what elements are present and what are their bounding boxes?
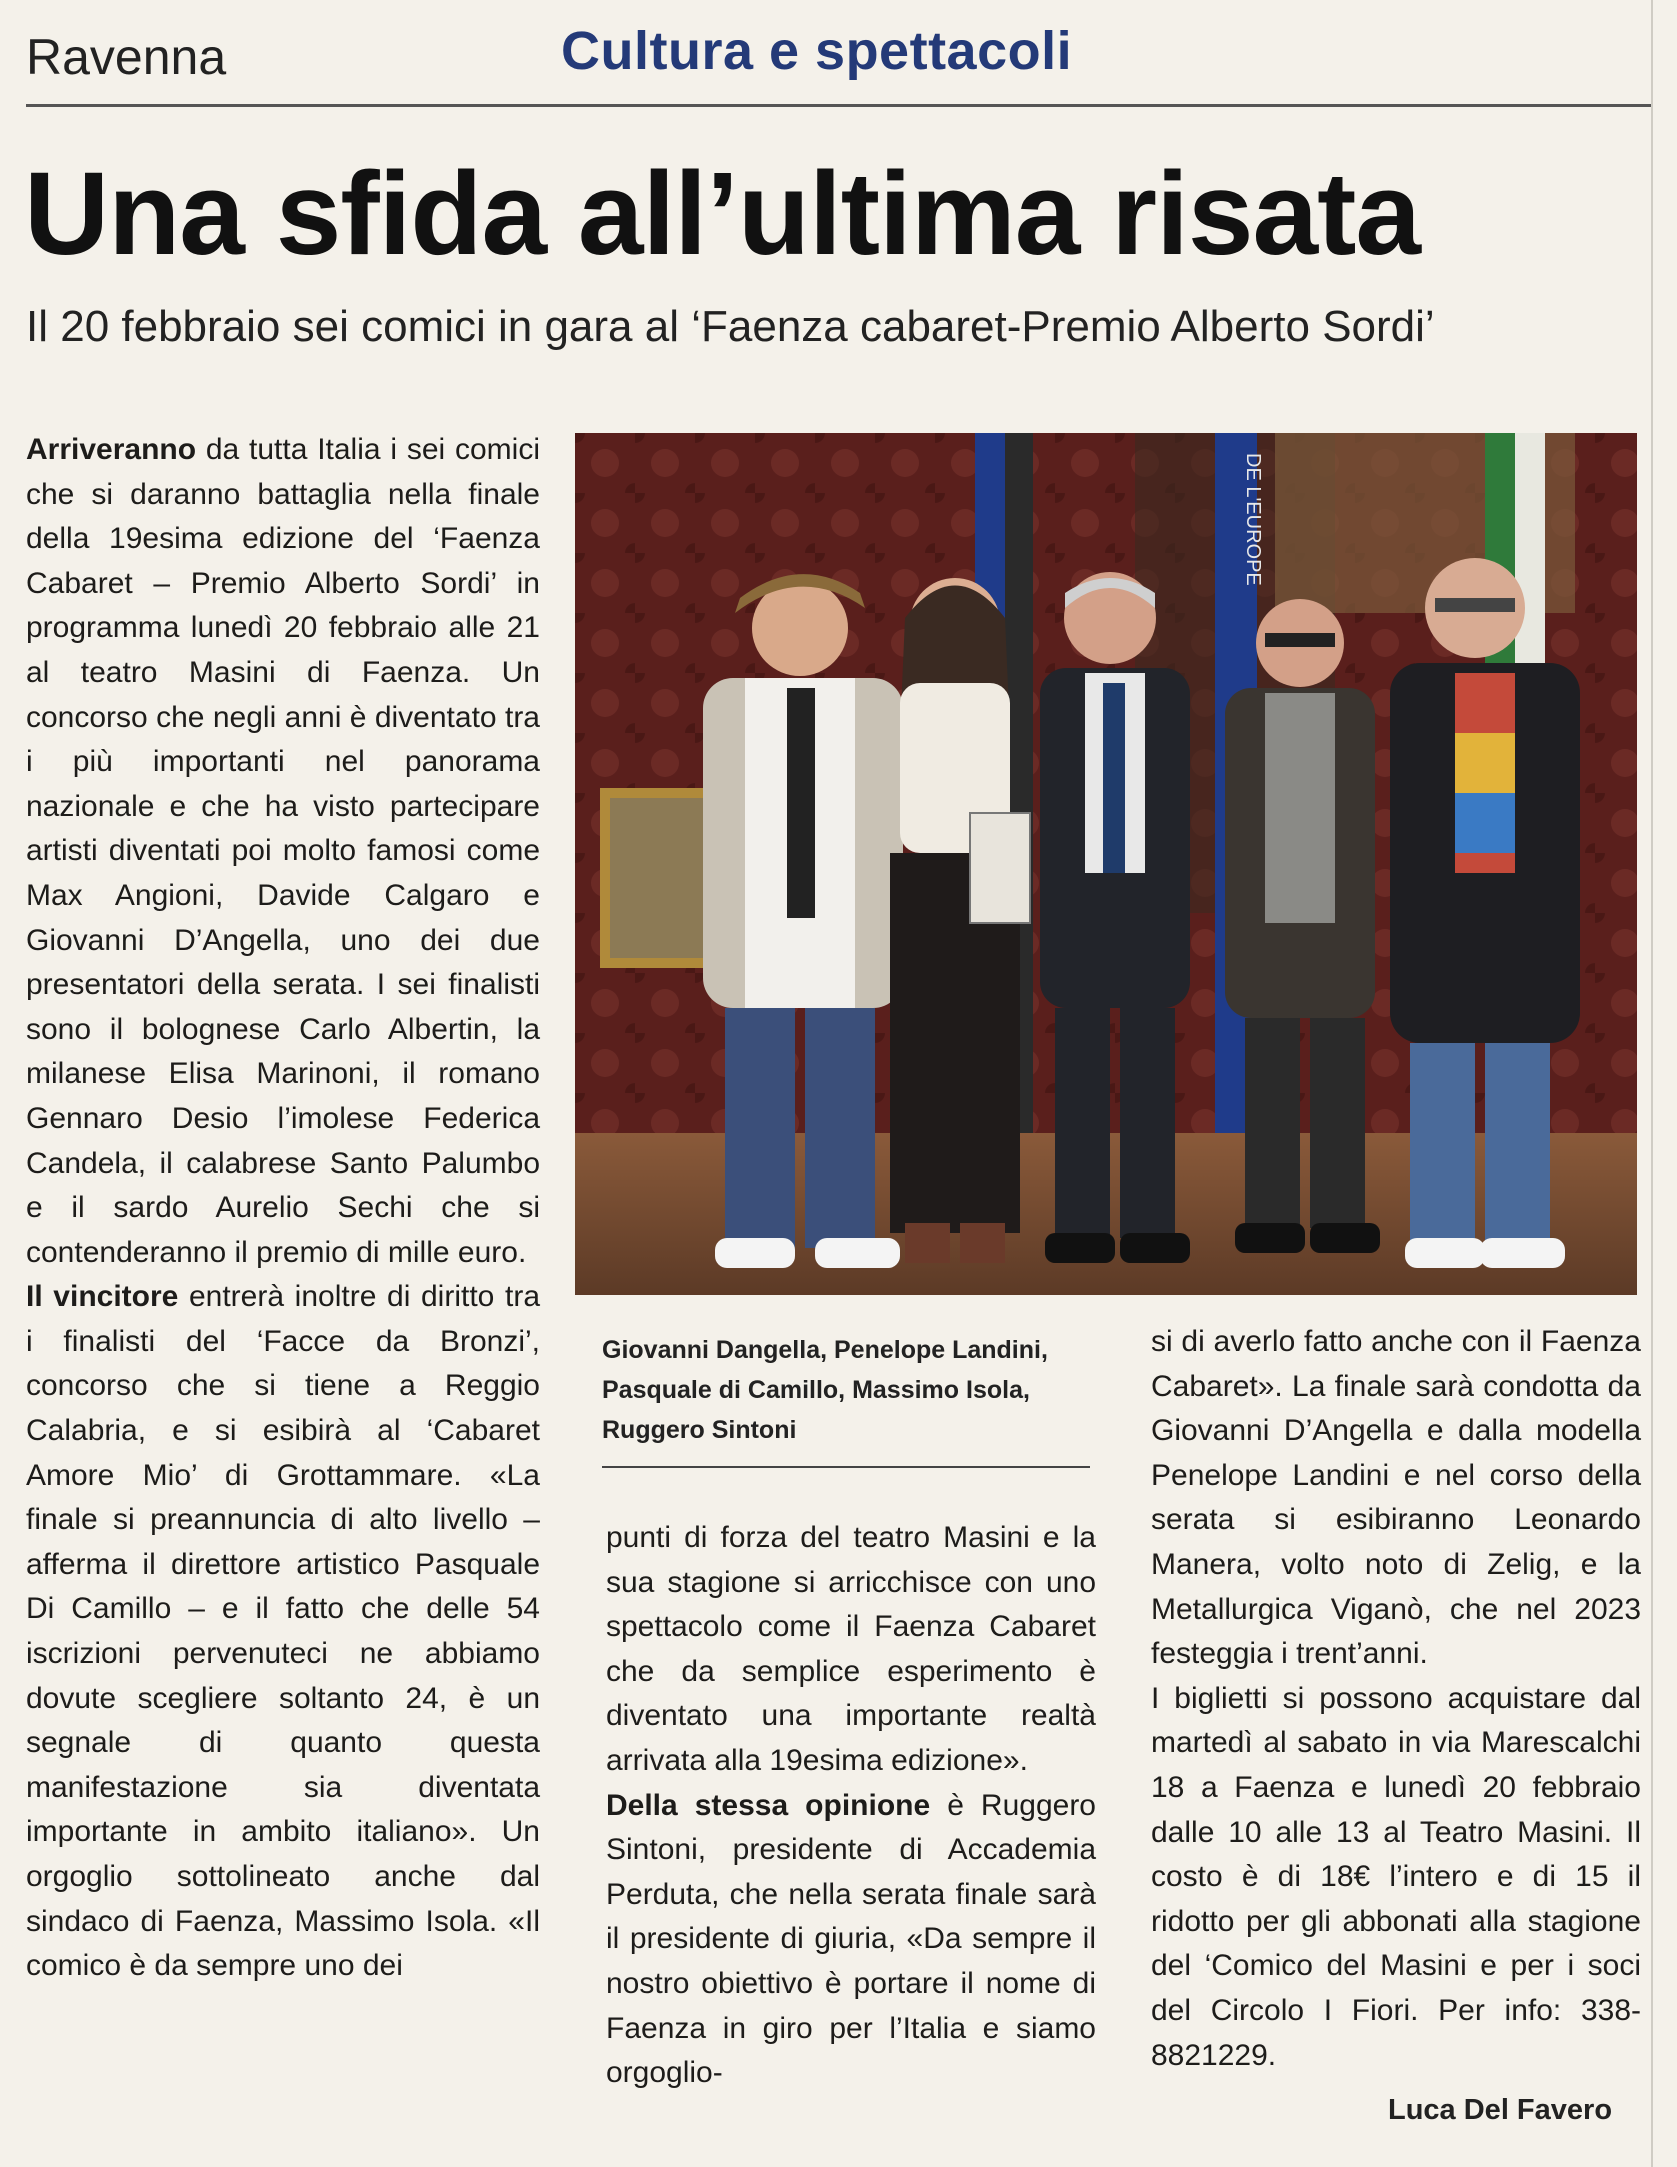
city-label: Ravenna bbox=[26, 29, 227, 85]
paragraph-4-lead: Della stessa opinione bbox=[606, 1788, 931, 1822]
photo-caption: Giovanni Dangella, Penelope Landini, Pasquale di Camillo, Massimo Isola, Ruggero Sintoni bbox=[602, 1336, 1048, 1444]
paragraph-2 bbox=[26, 1275, 540, 1989]
article-headline: Una sfida all’ultima risata bbox=[24, 148, 1421, 280]
header-divider bbox=[26, 104, 1651, 107]
paragraph-2-lead: Il vincitore bbox=[26, 1280, 179, 1314]
paragraph-5: si di averlo fatto anche con il Faenza Cabaret». La finale sarà condotta da Giovanni D’Angella e dalla modella Penelope Landini e nel corso della serata si esibiranno Leonardo Manera, volto noto di Zelig, e la Metallurgica Viganò, che nel 2023 festeggia i trent’anni. bbox=[1151, 1325, 1641, 1671]
column-2 bbox=[606, 1516, 1096, 2096]
paragraph-4 bbox=[606, 1784, 1096, 2096]
article-author: Luca Del Favero bbox=[1388, 2094, 1613, 2126]
section-title: Cultura e spettacoli bbox=[561, 21, 1073, 81]
paragraph-1-text: da tutta Italia i sei comici che si daranno battaglia nella finale della 19esima edizione del ‘Faenza Cabaret – Premio Alberto Sordi’ in programma lunedì 20 febbraio alle 21 al teatro Masini di Faenza. Un concorso che negli anni è diventato tra i più importanti nel panorama nazionale e che ha visto partecipare artisti diventati poi molto famosi come Max Angioni, Davide Calgaro e Giovanni D’Angella, uno dei due presentatori della serata. I sei finalisti sono il bolognese Carlo Albertin, la milanese Elisa Marinoni, il romano Gennaro Desio l’imolese Federica Candela, il calabrese Santo Palumbo e il sardo Aurelio Sechi che si contenderanno il premio di mille euro. bbox=[26, 433, 540, 1269]
column-1 bbox=[26, 428, 540, 1989]
article-subtitle: Il 20 febbraio sei comici in gara al ‘Faenza cabaret-Premio Alberto Sordi’ bbox=[26, 302, 1435, 351]
paragraph-6: I biglietti si possono acquistare dal martedì al sabato in via Marescalchi 18 a Faenza e lunedì 20 febbraio dalle 10 alle 13 al Teatro Masini. Il costo è di 18€ l’intero e di 15 il ridotto per gli abbonati alla stagione del ‘Comico del Masini e per i soci del Circolo I Fiori. Per info: 338-8821229. bbox=[1151, 1681, 1641, 2072]
page-header bbox=[26, 20, 1651, 100]
flag-text: DE L'EUROPE bbox=[1242, 453, 1264, 586]
column-3 bbox=[1151, 1320, 1641, 2078]
paragraph-2-text: entrerà inoltre di diritto tra i finalisti del ‘Facce da Bronzi’, concorso che si tiene a Reggio Calabria, e si esibirà al ‘Cabaret Amore Mio’ di Grottammare. «La finale si preannuncia di alto livello – afferma il direttore artistico Pasquale Di Camillo – e il fatto che delle 54 iscrizioni pervenuteci ne abbiamo dovute scegliere soltanto 24, è un segnale di quanto questa manifestazione sia diventata importante in ambito italiano». Un orgoglio sottolineato anche dal sindaco di Faenza, Massimo Isola. «Il comico è da sempre uno dei bbox=[26, 1280, 540, 1983]
paragraph-4-text: è Ruggero Sintoni, presidente di Accademia Perduta, che nella serata finale sarà il presidente di giuria, «Da sempre il nostro obiettivo è portare il nome di Faenza in giro per l’Italia e siamo orgoglio- bbox=[606, 1788, 1096, 2090]
paragraph-1-lead: Arriveranno bbox=[26, 433, 197, 466]
paragraph-1 bbox=[26, 428, 540, 1275]
caption-divider bbox=[602, 1466, 1090, 1468]
photo-illustration bbox=[575, 433, 1637, 1295]
article-photo bbox=[575, 433, 1637, 1295]
paragraph-3: punti di forza del teatro Masini e la sua stagione si arricchisce con uno spettacolo come il Faenza Cabaret che da semplice esperimento è diventato una importante realtà arrivata alla 19esima edizione». bbox=[606, 1521, 1096, 1777]
